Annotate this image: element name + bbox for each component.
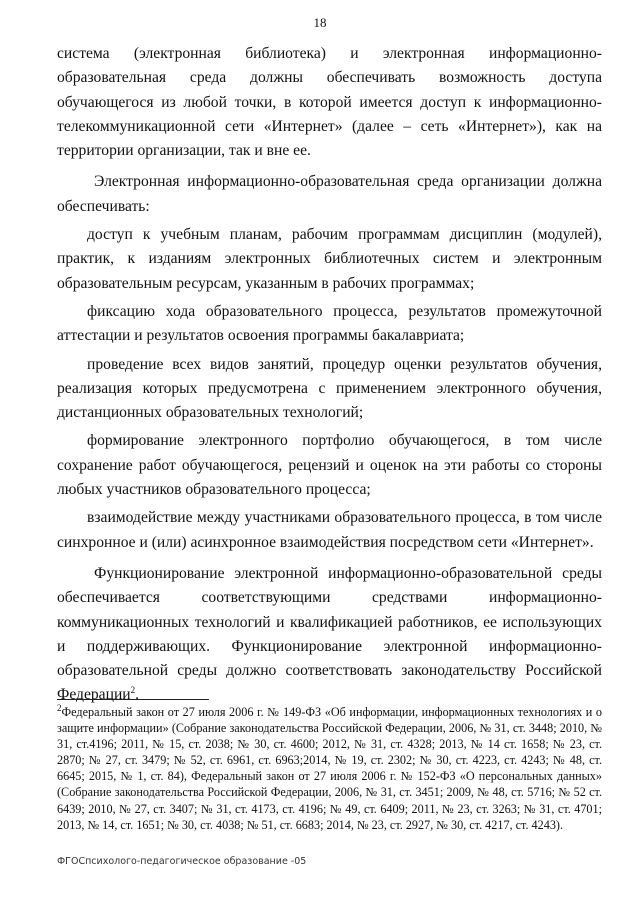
footnote-separator — [57, 699, 209, 700]
paragraph-3: доступ к учебным планам, рабочим программам дисциплин (модулей), практик, к изданиям электронных библиотечных систем и электронным образовательным ресурсам, указанным в рабочих программах; — [57, 226, 602, 292]
footnote-paragraph — [57, 704, 602, 833]
paragraph-8 — [57, 562, 602, 708]
paragraph-7: взаимодействие между участниками образовательного процесса, в том числе синхронное и (или) асинхронное взаимодействия посредством сети «Интернет». — [57, 509, 602, 551]
paragraph-8-end: . — [135, 686, 140, 704]
page-number: 18 — [313, 15, 327, 30]
paragraph-4: фиксацию хода образовательного процесса, результатов промежуточной аттестации и результатов освоения программы бакалавриата; — [57, 302, 602, 345]
footnote-reference[interactable]: 2 — [130, 685, 136, 696]
paragraph-2: Электронная информационно-образовательная среда организации должна обеспечивать: — [57, 173, 602, 215]
main-text — [57, 42, 602, 708]
paragraph-6: формирование электронного портфолио обучающегося, в том числе сохранение работ обучающегося, рецензий и оценок на эти работы со стороны любых участников образовательного процесса; — [57, 432, 602, 499]
footnote-text: Федеральный закон от 27 июля 2006 г. № 149-ФЗ «Об информации, информационных технологиях и о защите информации» (Собрание законодательства Российской Федерации, 2006, № 31, ст. 3448; 2010, № 31, ст.4196; 2011, № 15, ст. 2038; № 30, ст. 4600; 2012, № 31, ст. 4328; 2013, № 14 ст. 1658; № 23, ст. 2870; № 27, ст. 3479; № 52, ст. 6961, ст. 6963;2014, № 19, ст. 2302; № 30, ст. 4223, ст. 4243; № 48, ст. 6645; 2015, № 1, ст. 84), Федеральный закон от 27 июля 2006 г. № 152-ФЗ «О персональных данных» (Собрание законодательства Российской Федерации, 2006, № 31, ст. 3451; 2009, № 48, ст. 5716; № 52 ст. 6439; 2010, № 27, ст. 3407; № 31, ст. 4173, ст. 4196; № 49, ст. 6409; 2011, № 23, ст. 3263; № 31, ст. 4701; 2013, № 14, ст. 1651; № 30, ст. 4038; № 51, ст. 6683; 2014, № 23, ст. 2927, № 30, ст. 4217, ст. 4243). — [57, 705, 602, 832]
footnote-marker: 2 — [57, 702, 62, 713]
paragraph-8-text: Функционирование электронной информационно-образовательной среды обеспечивается соответствующими средствами информационно-коммуникационных технологий и квалификацией работников, ее использующих и поддерживающих. Функционирование электронной информационно-образовательной среды должно соответствовать законодательству Российской Федерации — [57, 564, 602, 704]
paragraph-1: система (электронная библиотека) и электронная информационно-образовательная среда должны обеспечивать возможность доступа обучающегося из любой точки, в которой имеется доступ к информационно-телекоммуникационной сети «Интернет» (далее – сеть «Интернет»), как на территории организации, так и вне ее. — [57, 45, 602, 160]
footnote — [57, 704, 602, 833]
paragraph-5: проведение всех видов занятий, процедур оценки результатов обучения, реализация которых предусмотрена с применением электронного обучения, дистанционных образовательных технологий; — [57, 355, 602, 422]
page-footer: ФГОСпсихолого-педагогическое образование -05 — [57, 856, 307, 867]
